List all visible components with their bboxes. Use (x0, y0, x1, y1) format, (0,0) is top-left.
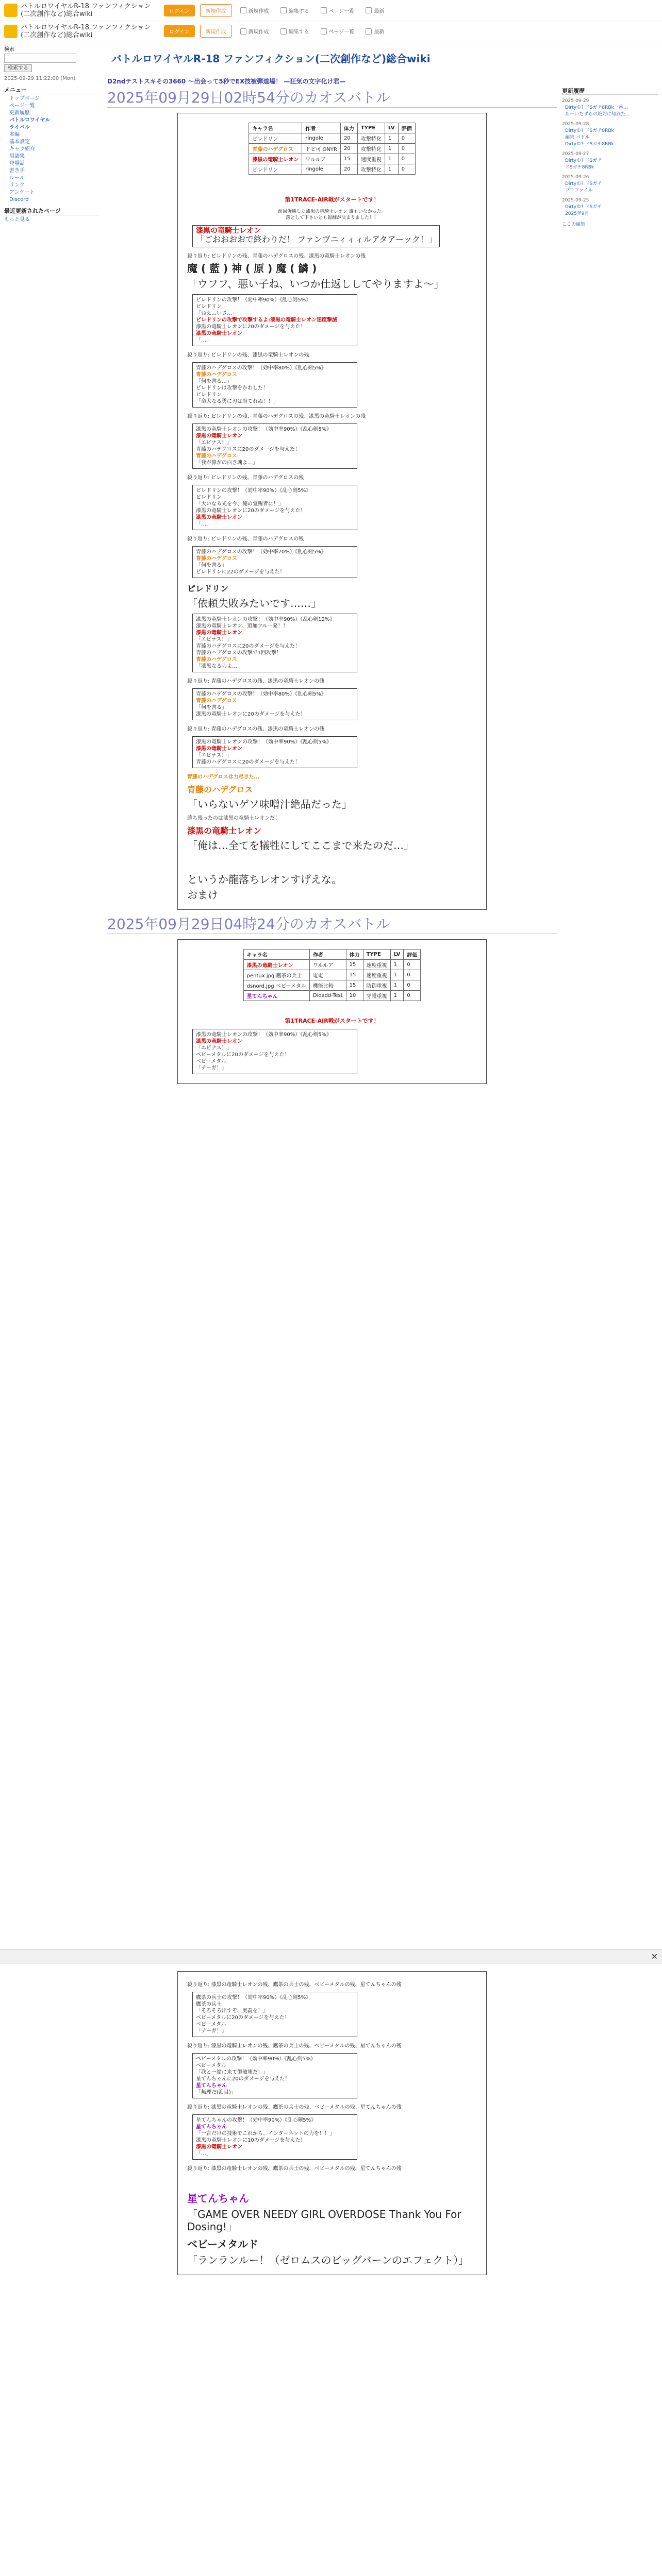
tool-new[interactable]: 新規作成 (237, 7, 272, 14)
search-button[interactable]: 検索する (4, 64, 32, 72)
search-label: 検索 (4, 47, 14, 53)
menu-item[interactable]: キャラ紹介 (9, 146, 35, 152)
change-link[interactable]: プロファイル (565, 188, 593, 193)
menu-title: メニュー (4, 87, 99, 94)
change-link[interactable]: ドSガチ8RBk (565, 165, 594, 170)
menu-item[interactable]: Discord (9, 197, 29, 202)
left-sidebar (0, 43, 103, 227)
speech-box: 青藤のハデグロスの攻撃！（効中率80%）《乱心剣5%》 青藤のハデグロス 「何を書る…」 ピレドリンは攻撃をかわした！ ピレドリン 「命大なる勇に刃は当てれぬ！！」 (192, 362, 357, 408)
table-row: pentux.jpg 鷹茶の兵士 電電 15 速度重視 1 0 (243, 970, 421, 980)
roster-table: キャラ名 作者 体力 TYPE LV 評価 漆黒の竜騎士レオン ワルルア 15 速度重視 1 0 pentux.jpg 鷹茶の兵士 電電 15 速度重視 1 0 dsnord.jpg ベビーメタル 機能比較 15 防御重視 1 0 星てんちゃん Dioadd-Test 10 守護重視 1 0 (243, 949, 421, 1001)
speech-box: 青藤のハデグロスの攻撃！（効中率80%）《乱心剣5%》 青藤のハデグロス 「何を書る」 漆黒の竜騎士レオンに20のダメージを与えた！ (192, 688, 357, 720)
menu-item[interactable]: ライバル (9, 125, 30, 130)
add-icon (240, 28, 246, 35)
speech-box: 星てんちゃんの攻撃！（効中率90%）《乱心剣5%》 星てんちゃん 「一言だけの技術でこれから、インターネットの力を！！」 漆黒の竜騎士レオンに10のダメージを与えた！ 漆黒の竜騎士レオン 「…」 (192, 2114, 357, 2160)
table-row: 青藤のハデグロス ドピ可 ONYR 20 攻撃特化 1 0 (249, 144, 415, 154)
table-row: ピレドリン ringole 20 攻撃特化 1 0 (249, 164, 415, 175)
change-date: 2025-09-26 (562, 175, 589, 180)
change-link[interactable]: 2025年9月 (565, 211, 589, 216)
login-button-2[interactable]: ログイン (164, 25, 195, 37)
edit-icon (280, 7, 287, 13)
speech-box: 漆黒の竜騎士レオンの攻撃！（効中率90%）《乱心剣12%》 漆黒の竜騎士レオン、追加フル一発！！ 漆黒の竜騎士レオン 「エビナス！」 青藤のハデグロスに20のダメージを与えた！ 青藤のハデグロスの攻撃で1回攻撃！ 青藤のハデグロス 「漆黒なる刃よ…」 (192, 614, 357, 672)
change-date: 2025-09-28 (562, 122, 589, 127)
menu-item[interactable]: トップページ (9, 96, 40, 101)
site-brand[interactable] (4, 3, 159, 18)
recent-changes-title: 更新履歴 (562, 88, 658, 95)
speech-box: 漆黒の竜騎士レオンの攻撃！（効中率90%）《乱心剣5%》 漆黒の竜騎士レオン 「エビナス！」 青藤のハデグロスに20のダメージを与えた！ 青藤のハデグロス 「我が鼻がの白き魂よ…」 (192, 423, 357, 469)
login-button[interactable]: ログイン (164, 5, 195, 16)
close-icon[interactable]: ✕ (651, 1952, 658, 1961)
register-button-2[interactable]: 新規作成 (200, 25, 232, 38)
more-changes-link[interactable]: ここの編集 (562, 222, 586, 227)
change-date: 2025-09-29 (562, 98, 589, 104)
tool-new-2[interactable]: 新規作成 (237, 27, 272, 35)
battle-log-2-cont: 殺り返り: 漆黒の竜騎士レオンの残、鷹茶の兵士の残、ベビーメタルの残、星てんちゃんの残 鷹茶の兵士の攻撃！（効中率90%）《乱心剣5%》 鷹茶の兵士 「そろそろ出すぞ、奥義を！」 ベビーメタルに20のダメージを与えた！ ベビーメタル 「テーガ！」 殺り返り: 漆黒の竜騎士レオンの残、鷹茶の兵士の残、ベビーメタルの残、星てんちゃんの残 ベビーメタルの攻撃！（効中率90%）《乱心剣5%》 ベビーメタル 「我と一緒に来て御破壊だ！」 星てんちゃんに20のダメージを与えた！ 星てんちゃん 「無理だ(涙目)」 殺り返り: 漆黒の竜騎士レオンの残、鷹茶の兵士の残、ベビーメタルの残、星てんちゃんの残 星てんちゃんの攻撃！（効中率90%）《乱心剣5%》 星てんちゃん 「一言だけの技術でこれから、インターネットの力を！！」 漆黒の竜騎士レオンに10のダメージを与えた！ 漆黒の竜騎士レオン 「…」 殺り返り: 漆黒の竜騎士レオンの残、鷹茶の兵士の残、ベビーメタルの残、星てんちゃんの残 星てんちゃん 「GAME OVER NEEDY GIRL OVERDOSE Thank You For Dosing!」 ベビーメタルド 「ランランルー！（ゼロムスのビッグバーンのエフェクト）」 (177, 1971, 487, 2275)
search-input[interactable] (4, 54, 76, 63)
speech-box: ベビーメタルの攻撃！（効中率90%）《乱心剣5%》 ベビーメタル 「我と一緒に来て御破壊だ！」 星てんちゃんに20のダメージを与えた！ 星てんちゃん 「無理だ(涙目)」 (192, 2053, 357, 2098)
main-content (107, 43, 557, 1087)
section-heading-2: 2025年09月29日04時24分のカオスバトル (107, 913, 557, 934)
menu-item[interactable]: 更新履歴 (9, 110, 30, 116)
menu-item[interactable]: バトルロワイヤル (9, 117, 51, 123)
top-toolbar (0, 0, 662, 43)
table-row: dsnord.jpg ベビーメタル 機能比較 15 防御重視 1 0 (243, 980, 421, 991)
tool-recent[interactable]: 最新 (362, 7, 387, 14)
tool-edit-2[interactable]: 編集する (277, 27, 312, 35)
ad-banner (0, 1949, 662, 1963)
site-brand-2[interactable] (4, 24, 159, 39)
menu-item[interactable]: 用語集 (9, 154, 25, 159)
page-title: D2ndテストスキその3660 〜出会って5秒でEX技被弾道場！ —狂気の文字化け君— (107, 78, 346, 85)
tool-page-list-2[interactable]: ページ一覧 (318, 27, 358, 35)
site-title[interactable]: バトルロワイヤルR-18 ファンフィクション(二次創作など)総合wiki (111, 53, 431, 65)
menu-item[interactable]: アンケート (9, 190, 35, 195)
table-row: ピレドリン ringole 20 攻撃特化 1 0 (249, 133, 415, 144)
change-link[interactable]: あーいたずらの絶対に知れた… (565, 112, 631, 117)
tool-recent-2[interactable]: 最新 (362, 27, 387, 35)
clock-icon (366, 28, 372, 35)
table-row: 漆黒の竜騎士レオン ワルルア 15 速度重視 1 0 (243, 960, 421, 970)
right-sidebar (562, 88, 658, 228)
change-date: 2025-09-25 (562, 198, 589, 203)
battle-log-2: キャラ名 作者 体力 TYPE LV 評価 漆黒の竜騎士レオン ワルルア 15 速度重視 1 0 pentux.jpg 鷹茶の兵士 電電 15 速度重視 1 0 dsnord.jpg ベビーメタル 機能比較 15 防御重視 1 0 星てんちゃん Dioadd-Test 10 守護重視 1 0 第1TRACE-AIR戦がスタートです！ 漆黒の竜騎士レオンの攻撃！（効中率90%）《乱心剣5%》 漆黒の竜騎士レオン 「エビナス！」 ベビーメタルに20のダメージを与えた！ ベビーメタル 「テーガ！」 (177, 939, 487, 1084)
list-icon (321, 28, 327, 35)
speech-box: 鷹茶の兵士の攻撃！（効中率90%）《乱心剣5%》 鷹茶の兵士 「そろそろ出すぞ、奥義を！」 ベビーメタルに20のダメージを与えた！ ベビーメタル 「テーガ！」 (192, 1992, 357, 2037)
change-link[interactable]: Dirty©? ドSガチ (565, 158, 602, 163)
recent-title: 最近更新されたページ (4, 208, 99, 215)
clock-icon (366, 7, 372, 13)
tool-page-list[interactable]: ページ一覧 (318, 7, 358, 14)
menu-item[interactable]: ルール (9, 175, 25, 181)
battle-log-1: キャラ名 作者 体力 TYPE LV 評価 ピレドリン ringole 20 攻撃特化 1 0 青藤のハデグロス ドピ可 ONYR 20 攻撃特化 1 0 漆黒の竜騎士レオン ワルルア 15 速度重視 1 0 ピレドリン ringole 20 攻撃特化 1 0 第1TRACE-AIR戦がスタートです！ 前回優勝した漆黒の竜騎士レオン 誰もいなかった。 落として下さいとも報酬が決まりました！！ 漆黒の竜騎士レオン 「ごおおおおで終わりだ！ ファンヴニィィィルアタアーック！」 殺り返り: ピレドリンの残、青藤のハデグロスの残、漆黒の竜騎士レオンの残 魔 ( 藍 ) 神 ( 原 ) 魔 ( 鱗 ) 「ウフフ、悪い子ね、いつか仕返ししてやりますよ〜」 ピレドリンの攻撃！（効中率90%）《乱心剣5%》 ピレドリン 「ねえ…いさ…」 ピレドリンの攻撃で攻撃するよ:漆黒の竜騎士レオン速度撃滅 漆黒の竜騎士レオンに20のダメージを与えた！ 漆黒の竜騎士レオン 「…」 殺り返り: ピレドリンの残、漆黒の竜騎士レオンの残 青藤のハデグロスの攻撃！（効中率80%）《乱心剣5%》 青藤のハデグロス 「何を書る…」 ピレドリンは攻撃をかわした！ ピレドリン 「命大なる勇に刃は当てれぬ！！」 殺り返り: ピレドリンの残、青藤のハデグロスの残、漆黒の竜騎士レオンの残 漆黒の竜騎士レオンの攻撃！（効中率90%）《乱心剣5%》 漆黒の竜騎士レオン 「エビナス！」 青藤のハデグロスに20のダメージを与えた！ 青藤のハデグロス 「我が鼻がの白き魂よ…」 殺り返り: ピレドリンの残、青藤のハデグロスの残 ピレドリンの攻撃！（効中率90%）《乱心剣5%》 ピレドリン 「大いなる光を今、俺の覚醒者に！」 漆黒の竜騎士レオンに20のダメージを与えた！ 漆黒の竜騎士レオン 「…」 殺り返り: ピレドリンの残、青藤のハデグロスの残 青藤のハデグロスの攻撃！（効中率70%）《乱心剣5%》 青藤のハデグロス 「何を書る」 ピレドリンに22のダメージを与えた！ ピレドリン 「依頼失敗みたいです……」 漆黒の竜騎士レオンの攻撃！（効中率90%）《乱心剣12%》 漆黒の竜騎士レオン、追加フル一発！！ 漆黒の竜騎士レオン 「エビナス！」 青藤のハデグロスに20のダメージを与えた！ 青藤のハデグロスの攻撃で1回攻撃！ 青藤のハデグロス 「漆黒なる刃よ…」 殺り返り: 青藤のハデグロスの残、漆黒の竜騎士レオンの残 青藤のハデグロスの攻撃！（効中率80%）《乱心剣5%》 青藤のハデグロス 「何を書る」 漆黒の竜騎士レオンに20のダメージを与えた！ 殺り返り: 青藤のハデグロスの残、漆黒の竜騎士レオンの残 漆黒の竜騎士レオンの攻撃！（効中率90%）《乱心剣5%》 漆黒の竜騎士レオン 「エビナス！」 青藤のハデグロスに20のダメージを与えた！ 青藤のハデグロスは力尽きた… 青藤のハデグロス 「いらないゲソ味噌汁絶品だった」 勝ち残ったのは漆黒の竜騎士レオンだ！ 漆黒の竜騎士レオン 「俺は…全てを犠牲にしてここまで来たのだ…」 というか龍落ちレオンすげえな。 おまけ (177, 113, 487, 910)
change-link[interactable]: Dirty©? ドSガチ8RBk (565, 128, 614, 133)
site-brand-label-2: バトルロワイヤルR-18 ファンフィクション(二次創作など)総合wiki (21, 23, 151, 39)
menu-item[interactable]: 書き手 (9, 168, 25, 174)
menu-item[interactable]: リンク (9, 182, 25, 188)
wiki-logo-icon (4, 25, 18, 38)
current-date: 2025-09-29 11:22:00 (Mon) (4, 76, 76, 81)
change-link[interactable]: Dirty©? ドSガチ (565, 181, 602, 187)
speech-box: 漆黒の竜騎士レオンの攻撃！（効中率90%）《乱心剣5%》 漆黒の竜騎士レオン 「エビナス！」 青藤のハデグロスに20のダメージを与えた！ (192, 736, 357, 768)
recent-more-link[interactable]: もっと見る (4, 217, 30, 223)
speech-box: 漆黒の竜騎士レオン 「ごおおおおで終わりだ！ ファンヴニィィィルアタアーック！」 (192, 225, 440, 247)
menu-item[interactable]: 本編 (9, 132, 20, 138)
speech-box: 青藤のハデグロスの攻撃！（効中率70%）《乱心剣5%》 青藤のハデグロス 「何を書る」 ピレドリンに22のダメージを与えた！ (192, 546, 357, 578)
add-icon (240, 7, 246, 13)
tool-edit[interactable]: 編集する (277, 7, 312, 14)
register-button[interactable]: 新規作成 (200, 4, 232, 17)
table-row: 漆黒の竜騎士レオン ワルルア 15 速度重視 1 0 (249, 154, 415, 164)
table-row: 星てんちゃん Dioadd-Test 10 守護重視 1 0 (243, 991, 421, 1001)
battle-start: 第1TRACE-AIR戦がスタートです！ (285, 196, 379, 203)
site-brand-label: バトルロワイヤルR-18 ファンフィクション(二次創作など)総合wiki (21, 3, 151, 18)
menu-item[interactable]: 基本設定 (9, 139, 30, 145)
menu-item[interactable]: ページ一覧 (9, 103, 35, 109)
section-heading-1: 2025年09月29日02時54分のカオスバトル (107, 87, 557, 108)
list-icon (321, 7, 327, 13)
change-link[interactable]: Dirty©? ドSガチ (565, 205, 602, 210)
speech-box: ピレドリンの攻撃！（効中率90%）《乱心剣5%》 ピレドリン 「ねえ…いさ…」 ピレドリンの攻撃で攻撃するよ:漆黒の竜騎士レオン速度撃滅 漆黒の竜騎士レオンに20のダメージを与えた！ 漆黒の竜騎士レオン 「…」 (192, 294, 357, 346)
change-link[interactable]: 編集 バトル (565, 135, 590, 140)
roster-table: キャラ名 作者 体力 TYPE LV 評価 ピレドリン ringole 20 攻撃特化 1 0 青藤のハデグロス ドピ可 ONYR 20 攻撃特化 1 0 漆黒の竜騎士レオン ワルルア 15 速度重視 1 0 ピレドリン ringole 20 攻撃特化 1 0 (249, 123, 415, 175)
menu-list (4, 95, 99, 204)
main-content-continued (107, 1968, 557, 2278)
change-link[interactable]: Dirty©? ドSガチ8RBk (565, 142, 614, 147)
speech-box: ピレドリンの攻撃！（効中率90%）《乱心剣5%》 ピレドリン 「大いなる光を今、俺の覚醒者に！」 漆黒の竜騎士レオンに20のダメージを与えた！ 漆黒の竜騎士レオン 「…」 (192, 485, 357, 530)
menu-item[interactable]: 登場話 (9, 161, 25, 166)
change-date: 2025-09-27 (562, 151, 589, 157)
change-link[interactable]: Dirty©? ドSガチ8RBk一番… (565, 105, 628, 110)
speech-box: 漆黒の竜騎士レオンの攻撃！（効中率90%）《乱心剣5%》 漆黒の竜騎士レオン 「エビナス！」 ベビーメタルに20のダメージを与えた！ ベビーメタル 「テーガ！」 (192, 1029, 357, 1074)
wiki-logo-icon (4, 4, 18, 17)
edit-icon (280, 28, 287, 35)
